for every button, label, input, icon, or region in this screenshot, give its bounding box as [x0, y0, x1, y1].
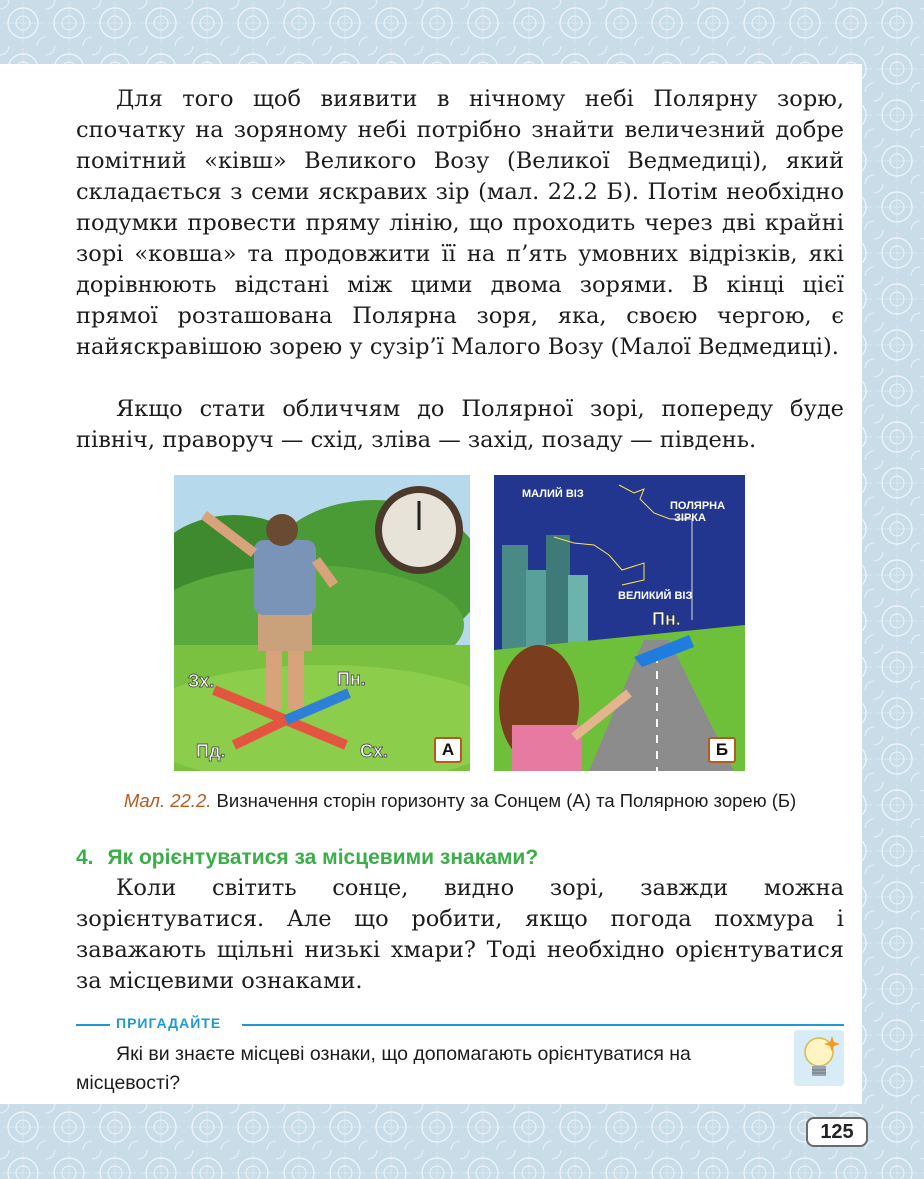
section-title: Як орієнтуватися за місцевими знаками?	[107, 846, 539, 869]
polaris-label-line2: ЗІРКА	[674, 512, 706, 524]
divider-line-right	[242, 1024, 844, 1026]
figure-b	[494, 475, 745, 771]
remember-question: Які ви знаєте місцеві ознаки, що допомагають орієнтуватися на місцевості?	[76, 1043, 691, 1094]
figure-b-illustration	[494, 475, 745, 771]
big-dipper-label: ВЕЛИКИЙ ВІЗ	[618, 590, 693, 602]
remember-label: ПРИГАДАЙТЕ	[116, 1015, 222, 1031]
remember-divider	[76, 1015, 844, 1035]
section-heading	[76, 846, 538, 870]
divider-line-left	[76, 1024, 110, 1026]
figure-a-illustration	[174, 475, 470, 771]
polaris-label-line1: ПОЛЯРНА	[670, 500, 726, 512]
paragraph-directions: Якщо стати обличчям до Полярної зорі, попереду буде північ, праворуч — схід, зліва — захід, позаду — південь.	[76, 396, 844, 453]
direction-north-label: Пн.	[337, 669, 366, 689]
page-number: 125	[806, 1117, 868, 1147]
paragraph-local-signs: Коли світить сонце, видно зорі, завжди можна зорієнтуватися. Але що робити, якщо погода похмура і заважають щільні низькі хмари? Тоді необхідно орієнтуватися за місцевими ознаками.	[76, 875, 844, 994]
direction-south-label: Пд.	[196, 741, 226, 761]
figure-caption	[76, 789, 844, 813]
north-direction-label: Пн.	[652, 609, 681, 629]
direction-east-label: Сх.	[360, 741, 389, 761]
figure-a-label: А	[434, 737, 462, 763]
lightbulb-icon	[794, 1030, 844, 1086]
figure-b-label: Б	[708, 737, 736, 763]
section-number: 4.	[76, 846, 94, 869]
little-dipper-label: МАЛИЙ ВІЗ	[522, 488, 584, 500]
caption-text: Визначення сторін горизонту за Сонцем (А) та Полярною зорею (Б)	[216, 790, 797, 811]
figure-a	[174, 475, 470, 771]
caption-number: Мал. 22.2.	[123, 790, 212, 811]
paragraph-polaris: Для того щоб виявити в нічному небі Полярну зорю, спочатку на зоряному небі потрібно знайти величезний добре помітний «ківш» Великого Возу (Великої Ведмедиці), який складається з семи яскравих зір (мал. 22.2 Б). Потім необхідно подумки провести пряму лінію, що проходить через дві крайні зорі «ковша» та продовжити її на п’ять умовних відрізків, які дорівнюють відстані між цими двома зорями. В кінці цієї прямої розташована Полярна зоря, яка, своєю чергою, є найяскравішою зорею у сузір’ї Малого Возу (Малої Ведмедиці).	[76, 86, 844, 360]
direction-west-label: Зх.	[188, 671, 215, 691]
